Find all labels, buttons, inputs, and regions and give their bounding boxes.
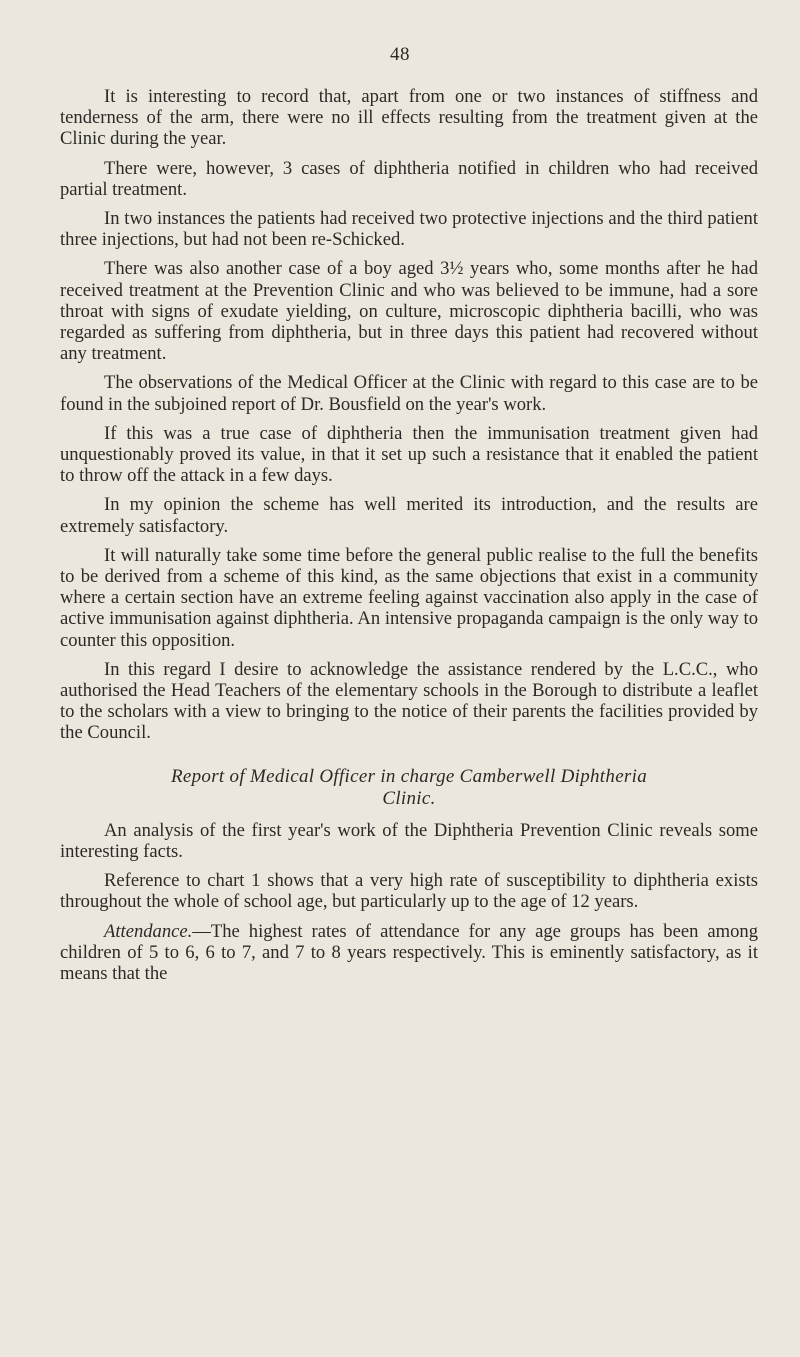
report-heading bbox=[60, 766, 758, 810]
paragraph-acknowledgement: In this regard I desire to acknowledge the assistance rendered by the L.C.C., who authorised the Head Teachers of the elementary schools in the Borough to distribute a leaflet to the scholars with a view to bringing to the notice of their parents the facilities provided by the Council. bbox=[60, 658, 758, 744]
paragraph-observations: The observations of the Medical Officer at the Clinic with regard to this case are to be found in the subjoined report of Dr. Bousfield on the year's work. bbox=[60, 372, 758, 415]
paragraph-public-realise: It will naturally take some time before the general public realise to the full the benefits to be derived from a scheme of this kind, as the same objections that exist in a community where a certain section have an extreme feeling against vaccination also apply in the case of active immunisation against diphtheria. An intensive propaganda campaign is the only way to counter this opposition. bbox=[60, 544, 758, 651]
paragraph-no-ill-effects: It is interesting to record that, apart from one or two instances of stiffness and tenderness of the arm, there were no ill effects resulting from the treatment given at the Clinic during the year. bbox=[60, 86, 758, 150]
paragraph-attendance bbox=[60, 921, 758, 985]
report-heading-line1: Report of Medical Officer in charge Camberwell Diphtheria bbox=[170, 765, 647, 787]
paragraph-opinion: In my opinion the scheme has well merited its introduction, and the results are extremely satisfactory. bbox=[60, 494, 758, 537]
paragraph-true-case: If this was a true case of diphtheria then the immunisation treatment given had unquestionably proved its value, in that it set up such a resistance that it enabled the patient to throw off the attack in a few days. bbox=[60, 422, 758, 487]
body-text bbox=[60, 86, 758, 992]
paragraph-chart-reference: Reference to chart 1 shows that a very high rate of susceptibility to diphtheria exists throughout the whole of school age, but particularly up to the age of 12 years. bbox=[60, 870, 758, 913]
paragraph-injections: In two instances the patients had received two protective injections and the third patient three injections, but had not been re-Schicked. bbox=[60, 208, 758, 251]
attendance-text: —The highest rates of attendance for any age groups has been among children of 5 to 6, 6 to 7, and 7 to 8 years respectively. This is eminently satisfactory, as it means that the bbox=[60, 920, 758, 984]
report-heading-line2: Clinic. bbox=[382, 787, 436, 809]
paragraph-diphtheria-cases: There were, however, 3 cases of diphtheria notified in children who had received partial treatment. bbox=[60, 157, 758, 200]
page-number: 48 bbox=[390, 44, 410, 65]
attendance-runin: Attendance. bbox=[104, 920, 193, 942]
paragraph-analysis: An analysis of the first year's work of the Diphtheria Prevention Clinic reveals some interesting facts. bbox=[60, 819, 758, 862]
paragraph-boy-case: There was also another case of a boy aged 3½ years who, some months after he had received treatment at the Prevention Clinic and who was believed to be immune, had a sore throat with signs of exudate yielding, on culture, microscopic diphtheria bacilli, who was regarded as suffering from diphtheria, but in three days this patient had recovered without any treatment. bbox=[60, 258, 758, 365]
